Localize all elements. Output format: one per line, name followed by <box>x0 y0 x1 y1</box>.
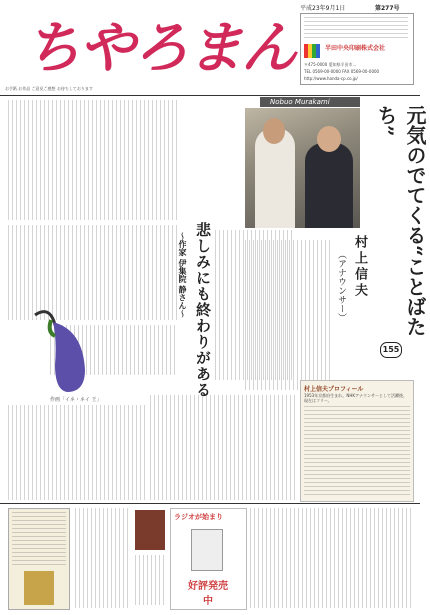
middle-article <box>245 240 330 390</box>
profile-box <box>300 380 414 502</box>
bottom-ad-book-text <box>12 512 66 567</box>
profile-text: 1953年京都府生まれ。NHKアナウンサーとして活躍後、現在はフリー。 <box>304 393 408 403</box>
masthead-ticker: お手紙 お作品 ご意見ご感想 お待ちしております <box>5 86 93 91</box>
author-title: （アナウンサー） <box>336 250 346 322</box>
feature-subheadline: ～作家 伊集院 静さん～ <box>178 232 187 318</box>
person-right <box>305 143 353 228</box>
bottom-divider <box>0 503 420 504</box>
issue-date: 平成23年9月1日 <box>300 5 346 12</box>
bottom-ad-text-2 <box>135 555 165 605</box>
promo-banner: ラジオが始まり <box>174 513 223 521</box>
bottom-right-article <box>250 508 412 608</box>
contact-line-2: TEL 0569-00-0000 FAX 0569-00-0000 <box>304 69 380 74</box>
bottom-ad-portrait <box>135 510 165 550</box>
company-box <box>300 13 414 85</box>
issue-number: 第277号 <box>375 5 400 12</box>
bottom-ad-book <box>8 508 70 610</box>
promo-badge: 好評発売中 <box>188 581 228 607</box>
series-number-badge: 155 <box>380 342 402 358</box>
left-article-top <box>8 100 178 220</box>
profile-body <box>304 406 410 496</box>
illustration <box>25 300 95 400</box>
person-right-head <box>317 126 341 152</box>
center-article-2 <box>150 395 295 500</box>
interview-photo <box>245 108 360 228</box>
profile-heading: 村上信夫プロフィール <box>304 386 364 393</box>
masthead-rule <box>0 95 420 96</box>
contact-line-1: 〒475-0000 愛知県半田市… <box>304 62 357 67</box>
bottom-ad-text-1 <box>75 508 130 608</box>
company-blurb <box>304 17 408 41</box>
left-article-bottom <box>8 405 148 500</box>
series-title: 元気のでてくる“ことばたち” <box>374 105 427 337</box>
promo-device-icon <box>191 529 223 571</box>
person-left-head <box>263 118 285 144</box>
bottom-ad-promo <box>170 508 247 610</box>
company-name: 半田中央印刷株式会社 <box>325 45 386 52</box>
masthead-logo: ちやろまん <box>25 15 295 81</box>
company-logo-icon <box>304 44 320 58</box>
masthead <box>0 0 420 95</box>
contact-line-3: http://www.handa-cp.co.jp/ <box>304 76 358 81</box>
eggplant-illustration-icon <box>25 300 95 400</box>
author-name: 村上信夫 <box>352 235 367 299</box>
book-cover-icon <box>24 571 54 605</box>
byline-label: Nobuo Murakami <box>270 98 330 106</box>
feature-headline: 悲しみにも終わりがある <box>194 222 212 398</box>
illustration-caption: 作画「イネ・ネイ 王」 <box>50 397 102 403</box>
